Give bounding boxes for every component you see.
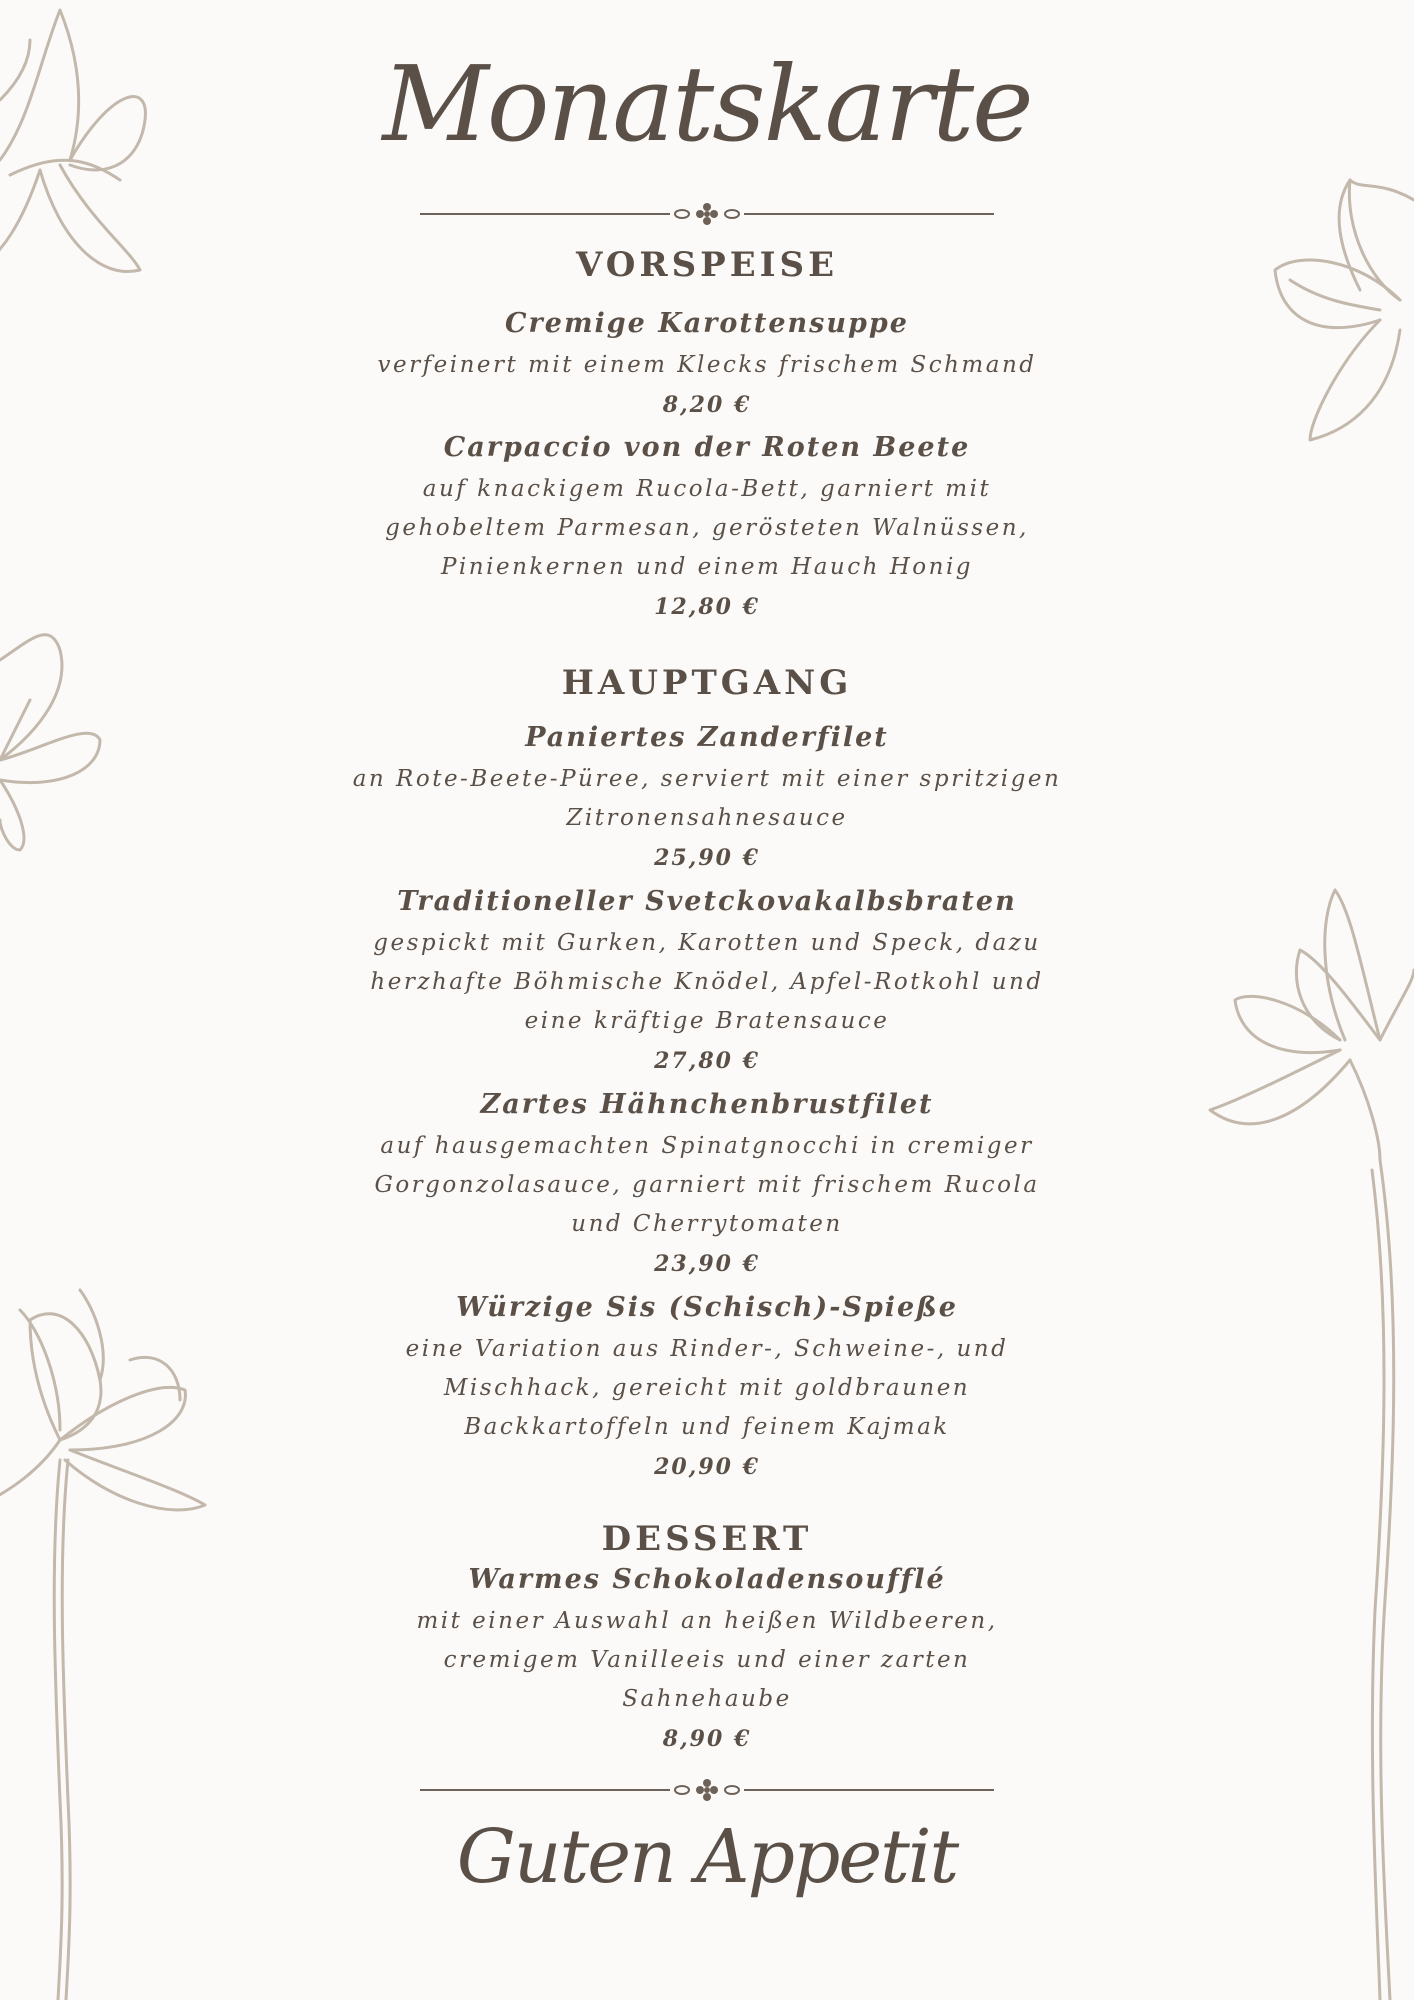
dish-item xyxy=(0,1558,1414,1759)
dish-item xyxy=(0,716,1414,878)
dish-name: Traditioneller Svetckovakalbsbraten xyxy=(397,886,1017,917)
dish-description: gespickt mit Gurken, Karotten und Speck, dazu herzhafte Böhmische Knödel, Apfel-Rotkohl und eine kräftige Bratensauce xyxy=(370,930,1044,1034)
dish-item xyxy=(0,1286,1414,1487)
dish-description: mit einer Auswahl an heißen Wildbeeren, cremigem Vanilleeis und einer zarten Sahnehaube xyxy=(416,1608,998,1712)
dish-description: eine Variation aus Rinder-, Schweine-, und Mischhack, gereicht mit goldbraunen Backkartoffeln und feinem Kajmak xyxy=(405,1336,1009,1440)
dish-price: 23,90 € xyxy=(654,1251,760,1277)
ornament-divider-top xyxy=(420,202,994,226)
dish-name: Zartes Hähnchenbrustfilet xyxy=(480,1089,934,1120)
dish-item xyxy=(0,426,1414,627)
section-title-vorspeise: VORSPEISE xyxy=(575,245,839,285)
ornament-divider-bottom xyxy=(420,1778,994,1802)
dish-price: 27,80 € xyxy=(654,1048,760,1074)
dish-description: verfeinert mit einem Klecks frischem Schmand xyxy=(377,352,1037,378)
dish-item xyxy=(0,302,1414,425)
dish-name: Würzige Sis (Schisch)-Spieße xyxy=(456,1292,958,1323)
section-title-dessert: DESSERT xyxy=(601,1519,813,1559)
dish-price: 8,20 € xyxy=(662,392,752,418)
dish-description: an Rote-Beete-Püree, serviert mit einer spritzigen Zitronensahnesauce xyxy=(352,766,1062,831)
dish-price: 12,80 € xyxy=(654,594,760,620)
section-title-hauptgang: HAUPTGANG xyxy=(561,663,853,703)
dish-item xyxy=(0,1083,1414,1284)
dish-item xyxy=(0,880,1414,1081)
dish-name: Carpaccio von der Roten Beete xyxy=(443,432,971,463)
dish-price: 25,90 € xyxy=(654,845,760,871)
dish-name: Paniertes Zanderfilet xyxy=(525,722,889,753)
menu-title: Monatskarte xyxy=(382,43,1032,165)
dish-price: 20,90 € xyxy=(654,1454,760,1480)
closing-text: Guten Appetit xyxy=(456,1814,958,1900)
dish-description: auf knackigem Rucola-Bett, garniert mit gehobeltem Parmesan, gerösteten Walnüssen, Pinienkernen und einem Hauch Honig xyxy=(385,476,1029,580)
dish-name: Cremige Karottensuppe xyxy=(505,308,909,339)
dish-name: Warmes Schokoladensoufflé xyxy=(468,1564,946,1595)
dish-price: 8,90 € xyxy=(662,1726,752,1752)
dish-description: auf hausgemachten Spinatgnocchi in cremiger Gorgonzolasauce, garniert mit frischem Rucola und Cherrytomaten xyxy=(374,1133,1040,1237)
